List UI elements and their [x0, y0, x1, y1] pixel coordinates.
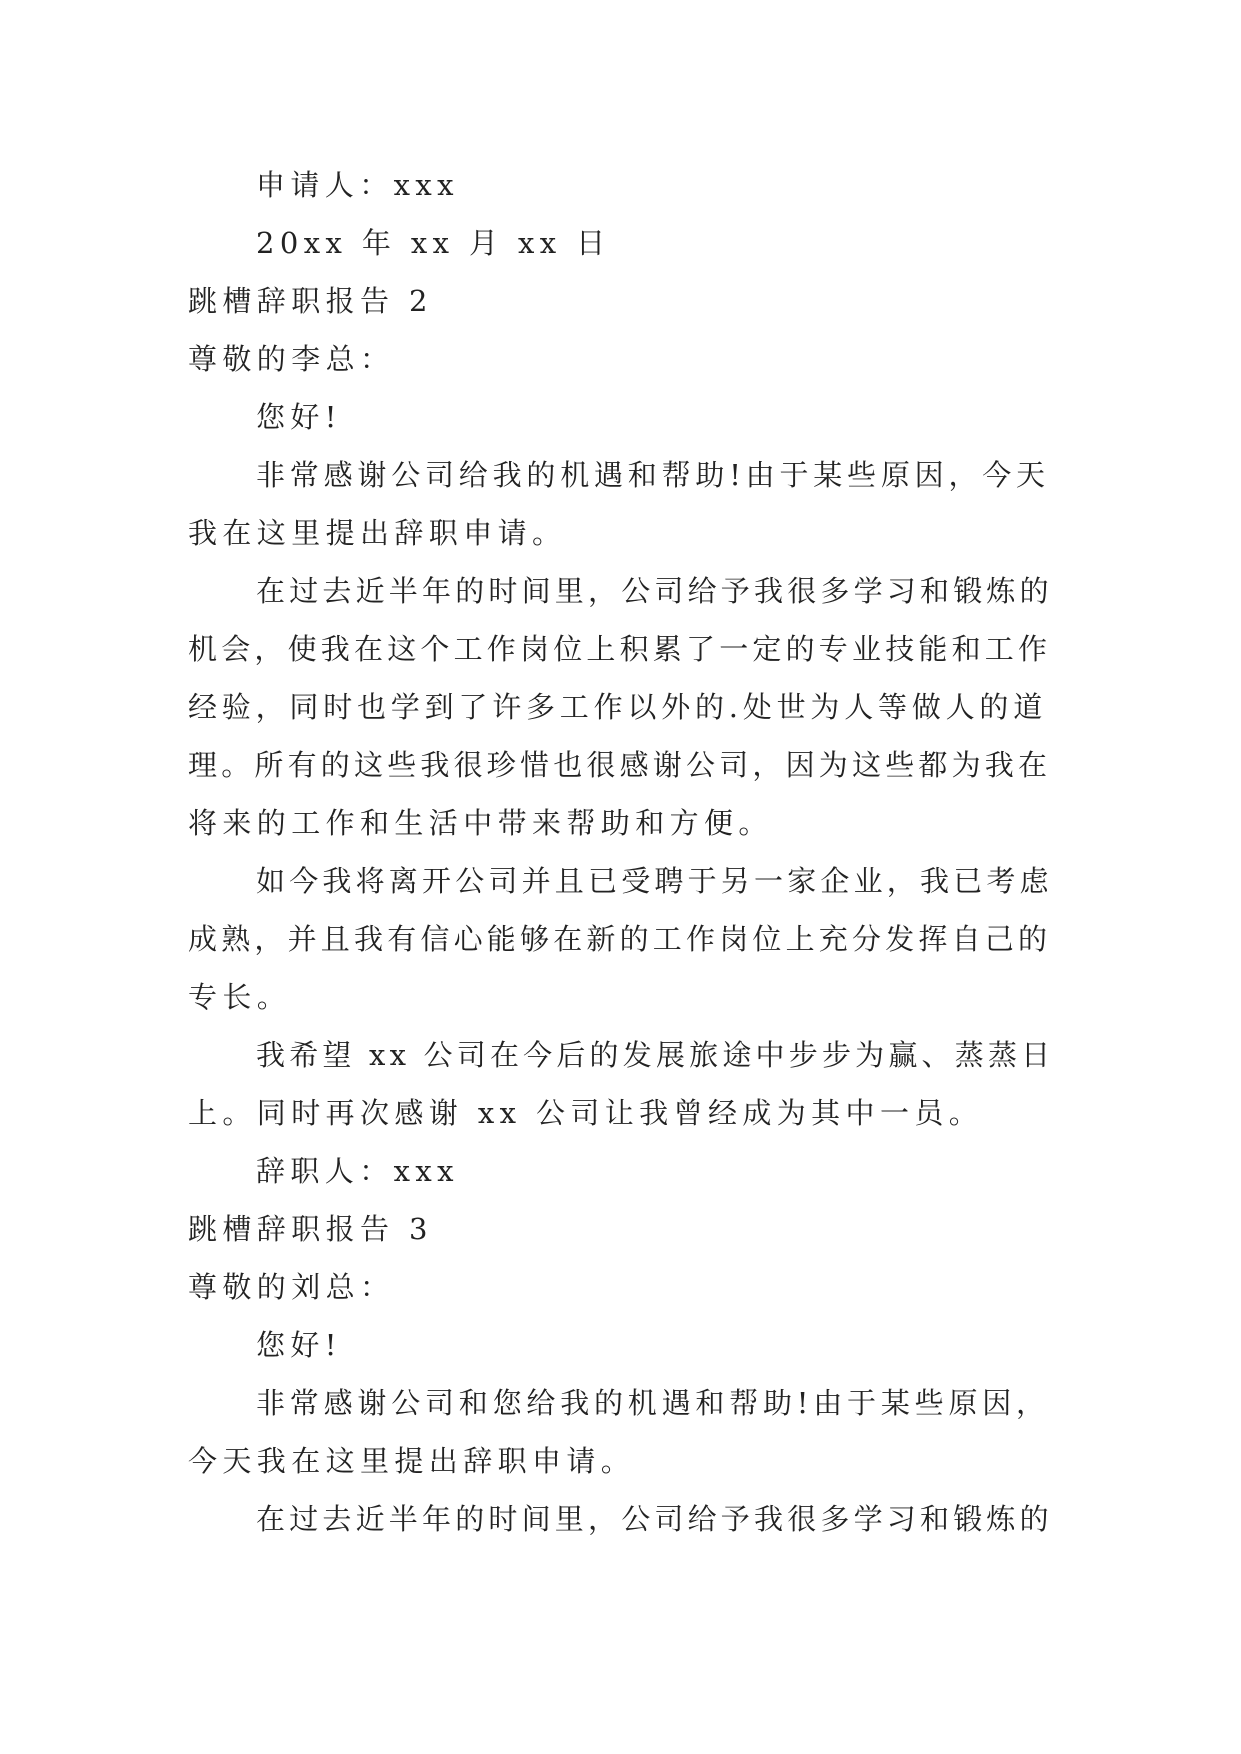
greeting-line: 您好!	[256, 400, 342, 434]
paragraph-line: 非常感谢公司给我的机遇和帮助!由于某些原因，今天	[256, 458, 1050, 492]
section-title-2: 跳槽辞职报告 2	[188, 284, 433, 318]
section-title-3: 跳槽辞职报告 3	[188, 1212, 433, 1246]
salutation-line: 尊敬的刘总：	[188, 1270, 395, 1304]
salutation-line: 尊敬的李总：	[188, 342, 395, 376]
paragraph-line: 成熟，并且我有信心能够在新的工作岗位上充分发挥自己的	[188, 922, 1052, 956]
paragraph-line: 今天我在这里提出辞职申请。	[188, 1444, 636, 1478]
paragraph-line: 上。同时再次感谢 xx 公司让我曾经成为其中一员。	[188, 1096, 984, 1130]
paragraph-line: 机会，使我在这个工作岗位上积累了一定的专业技能和工作	[188, 632, 1052, 666]
greeting-line: 您好!	[256, 1328, 342, 1362]
paragraph-line: 在过去近半年的时间里，公司给予我很多学习和锻炼的	[256, 574, 1053, 608]
paragraph-line: 我在这里提出辞职申请。	[188, 516, 567, 550]
paragraph-line: 专长。	[188, 980, 292, 1014]
paragraph-line: 我希望 xx 公司在今后的发展旅途中步步为赢、蒸蒸日	[256, 1038, 1055, 1072]
resigner-line: 辞职人：xxx	[256, 1154, 459, 1188]
paragraph-line: 在过去近半年的时间里，公司给予我很多学习和锻炼的	[256, 1502, 1053, 1536]
paragraph-line: 非常感谢公司和您给我的机遇和帮助!由于某些原因，	[256, 1386, 1050, 1420]
paragraph-line: 理。所有的这些我很珍惜也很感谢公司，因为这些都为我在	[188, 748, 1052, 782]
paragraph-line: 将来的工作和生活中带来帮助和方便。	[188, 806, 773, 840]
date-line: 20xx 年 xx 月 xx 日	[256, 226, 611, 260]
paragraph-line: 如今我将离开公司并且已受聘于另一家企业，我已考虑	[256, 864, 1053, 898]
applicant-line: 申请人：xxx	[256, 168, 459, 202]
paragraph-line: 经验，同时也学到了许多工作以外的.处世为人等做人的道	[188, 690, 1048, 724]
